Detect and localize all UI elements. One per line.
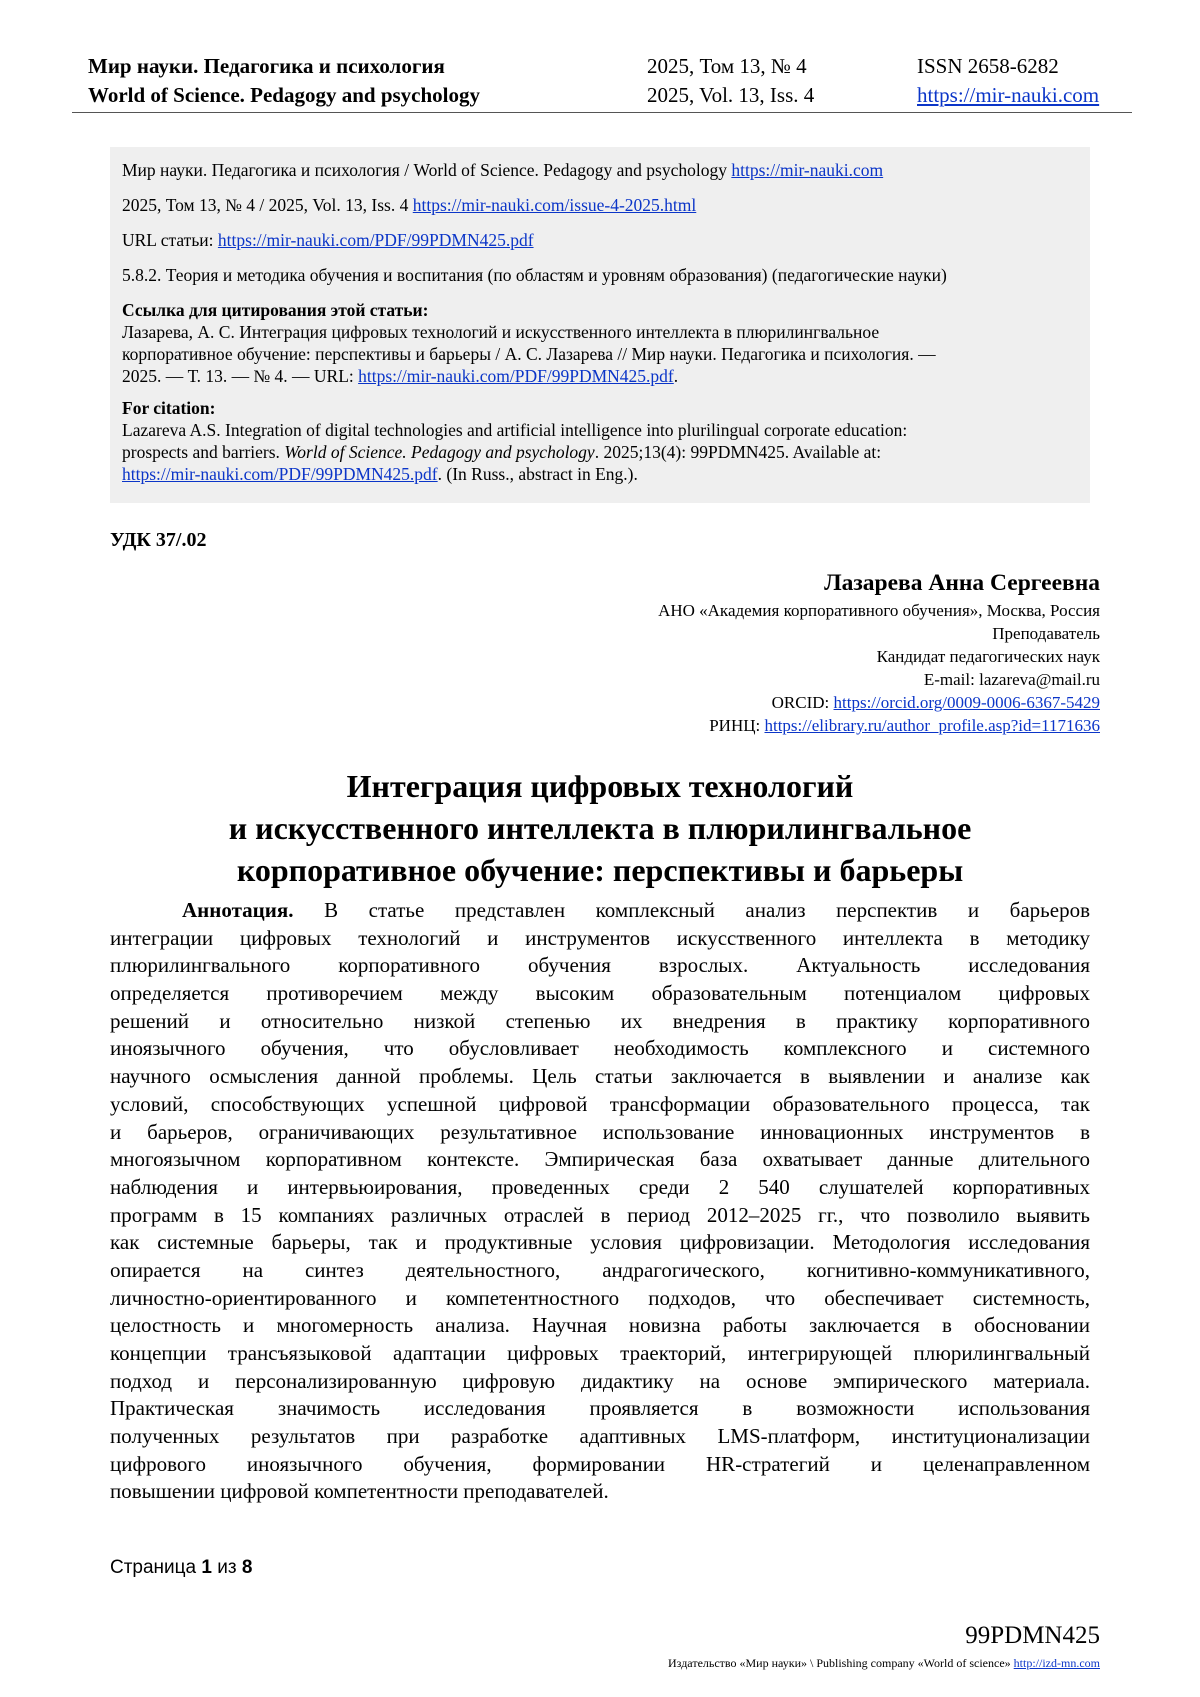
abstract-line: опирается на синтез деятельностного, андрагогического, когнитивно-коммуникативного, — [110, 1257, 1090, 1282]
abstract-line: интеграции цифровых технологий и инструментов искусственного интеллекта в методику — [110, 925, 1090, 950]
abstract-line: и барьеров, ограничивающих результативное использование инновационных инструментов в — [110, 1119, 1090, 1144]
citation-en-journal: World of Science. Pedagogy and psychology — [284, 442, 595, 462]
issue-block — [647, 52, 814, 110]
abstract-line: повышении цифровой компетентности преподавателей. — [110, 1479, 609, 1504]
abstract-line: целостность и многомерность анализа. Научная новизна работы заключается в обосновании — [110, 1313, 1090, 1338]
article-title — [100, 765, 1100, 891]
abstract-line: многоязычном корпоративном контексте. Эмпирическая база охватывает данные длительного — [110, 1147, 1090, 1172]
abstract-line: научного осмысления данной проблемы. Цель статьи заключается в выявлении и анализе как — [110, 1064, 1090, 1089]
publisher-link[interactable]: http://izd-mn.com — [1013, 1656, 1100, 1670]
page-number — [110, 1557, 252, 1579]
issn: ISSN 2658-6282 — [917, 54, 1059, 78]
abstract-line: концепции трансъязыковой адаптации цифровых траекторий, интегрирующей плюрилингвальный — [110, 1341, 1090, 1365]
rinc-label: РИНЦ: — [709, 716, 761, 735]
running-header — [72, 52, 1132, 113]
abstract-line: как системные барьеры, так и продуктивные условия цифровизации. Методология исследования — [110, 1230, 1090, 1255]
page-prefix: Страница — [110, 1557, 197, 1578]
orcid-label: ORCID: — [771, 693, 830, 712]
abstract-line: определяется противоречием между высоким образовательным потенциалом цифровых — [110, 981, 1090, 1006]
box-issue-link[interactable]: https://mir-nauki.com/issue-4-2025.html — [412, 195, 697, 215]
abstract — [110, 897, 1090, 1506]
article-code: 99PDMN425 — [965, 1622, 1100, 1649]
citation-ru-line2: корпоративное обучение: перспективы и барьеры / А. С. Лазарева // Мир науки. Педагогика и психология. — — [122, 344, 936, 364]
box-url-line — [122, 229, 1078, 251]
rinc-link[interactable]: https://elibrary.ru/author_profile.asp?id=1171636 — [764, 716, 1100, 735]
citation-en-line2 — [122, 441, 1078, 463]
journal-title-en: World of Science. Pedagogy and psychology — [88, 83, 481, 107]
box-journal-link[interactable]: https://mir-nauki.com — [731, 160, 884, 180]
site-link[interactable]: https://mir-nauki.com — [917, 83, 1100, 107]
box-issue-text: 2025, Том 13, № 4 / 2025, Vol. 13, Iss. 4 — [122, 195, 409, 215]
author-block — [658, 567, 1100, 737]
citation-en-link[interactable]: https://mir-nauki.com/PDF/99PDMN425.pdf — [122, 464, 438, 484]
page-total: 8 — [241, 1557, 253, 1578]
abstract-line: наблюдения и интервьюирования, проведенных среди 2 540 слушателей корпоративных — [110, 1174, 1090, 1199]
abstract-line: условий, способствующих успешной цифровой трансформации образовательного процесса, так — [110, 1091, 1090, 1116]
page-current: 1 — [201, 1557, 212, 1578]
title-line: корпоративное обучение: перспективы и барьеры — [236, 852, 964, 888]
box-specialty: 5.8.2. Теория и методика обучения и воспитания (по областям и уровням образования) (педагогические науки) — [122, 265, 947, 285]
abstract-line: программ в 15 компаниях различных отраслей в период 2012–2025 гг., что позволило выявить — [110, 1202, 1090, 1227]
citation-ru — [122, 299, 1078, 387]
abstract-line: подход и персонализированную цифровую дидактику на основе эмпирического материала. — [110, 1368, 1090, 1393]
publisher-text: Издательство «Мир науки» \ Publishing company «World of science» — [668, 1656, 1011, 1670]
citation-ru-heading: Ссылка для цитирования этой статьи: — [122, 300, 429, 320]
issue-ru: 2025, Том 13, № 4 — [647, 54, 807, 78]
abstract-line — [110, 897, 1090, 925]
abstract-label: Аннотация. — [182, 898, 294, 922]
abstract-line: Практическая значимость исследования проявляется в возможности использования — [110, 1396, 1090, 1421]
title-line: Интеграция цифровых технологий — [346, 768, 854, 804]
citation-ru-line1: Лазарева, А. С. Интеграция цифровых технологий и искусственного интеллекта в плюрилингвальное — [122, 322, 880, 342]
orcid-link[interactable]: https://orcid.org/0009-0006-6367-5429 — [833, 693, 1100, 712]
citation-en-end: . (In Russ., abstract in Eng.). — [437, 464, 638, 484]
publisher-line — [668, 1656, 1100, 1671]
author-orcid — [658, 691, 1100, 714]
issn-block — [917, 52, 1099, 110]
abstract-line: иноязычного обучения, что обусловливает необходимость комплексного и системного — [110, 1036, 1090, 1061]
issue-en: 2025, Vol. 13, Iss. 4 — [647, 83, 815, 107]
citation-en-line2-b: . 2025;13(4): 99PDMN425. Available at: — [594, 442, 882, 462]
abstract-line: плюрилингвального корпоративного обучения взрослых. Актуальность исследования — [110, 953, 1090, 978]
udk-code: УДК 37/.02 — [110, 529, 207, 551]
citation-ru-line3 — [122, 365, 1078, 387]
journal-title-block — [88, 52, 480, 110]
box-journal-line — [122, 159, 1078, 181]
citation-en-line2-a: prospects and barriers. — [122, 442, 280, 462]
abstract-line: личностно-ориентированного и компетентностного подходов, что обеспечивает системность, — [110, 1285, 1090, 1310]
abstract-line: цифрового иноязычного обучения, формировании HR-стратегий и целенаправленном — [110, 1451, 1090, 1476]
citation-box — [110, 147, 1090, 503]
citation-en — [122, 397, 1078, 485]
citation-en-line3 — [122, 463, 1078, 485]
author-rinc — [658, 714, 1100, 737]
abstract-line: решений и относительно низкой степенью их внедрения в практику корпоративного — [110, 1008, 1090, 1033]
title-line: и искусственного интеллекта в плюрилингвальное — [228, 810, 972, 846]
citation-ru-link[interactable]: https://mir-nauki.com/PDF/99PDMN425.pdf — [358, 366, 674, 386]
abstract-line: полученных результатов при разработке адаптивных LMS-платформ, институционализации — [110, 1424, 1090, 1449]
box-url-link[interactable]: https://mir-nauki.com/PDF/99PDMN425.pdf — [217, 230, 534, 250]
journal-title-ru: Мир науки. Педагогика и психология — [88, 54, 445, 78]
author-position: Преподаватель — [992, 624, 1100, 643]
citation-ru-line3-text: 2025. — Т. 13. — № 4. — URL: — [122, 366, 354, 386]
author-degree: Кандидат педагогических наук — [876, 647, 1100, 666]
author-email: E-mail: lazareva@mail.ru — [923, 670, 1100, 689]
box-issue-line — [122, 194, 1078, 216]
author-affiliation: АНО «Академия корпоративного обучения», Москва, Россия — [658, 601, 1100, 620]
box-url-label: URL статьи: — [122, 230, 214, 250]
abstract-text: В статье представлен комплексный анализ перспектив и барьеров — [324, 898, 1090, 922]
citation-en-heading: For citation: — [122, 398, 216, 418]
citation-ru-end: . — [673, 366, 679, 386]
citation-en-line1: Lazareva A.S. Integration of digital technologies and artificial intelligence into plurilingual corporate education: — [122, 420, 908, 440]
author-name: Лазарева Анна Сергеевна — [824, 570, 1100, 596]
page-middle: из — [217, 1557, 237, 1578]
box-journal-text: Мир науки. Педагогика и психология / World of Science. Pedagogy and psychology — [122, 160, 727, 180]
